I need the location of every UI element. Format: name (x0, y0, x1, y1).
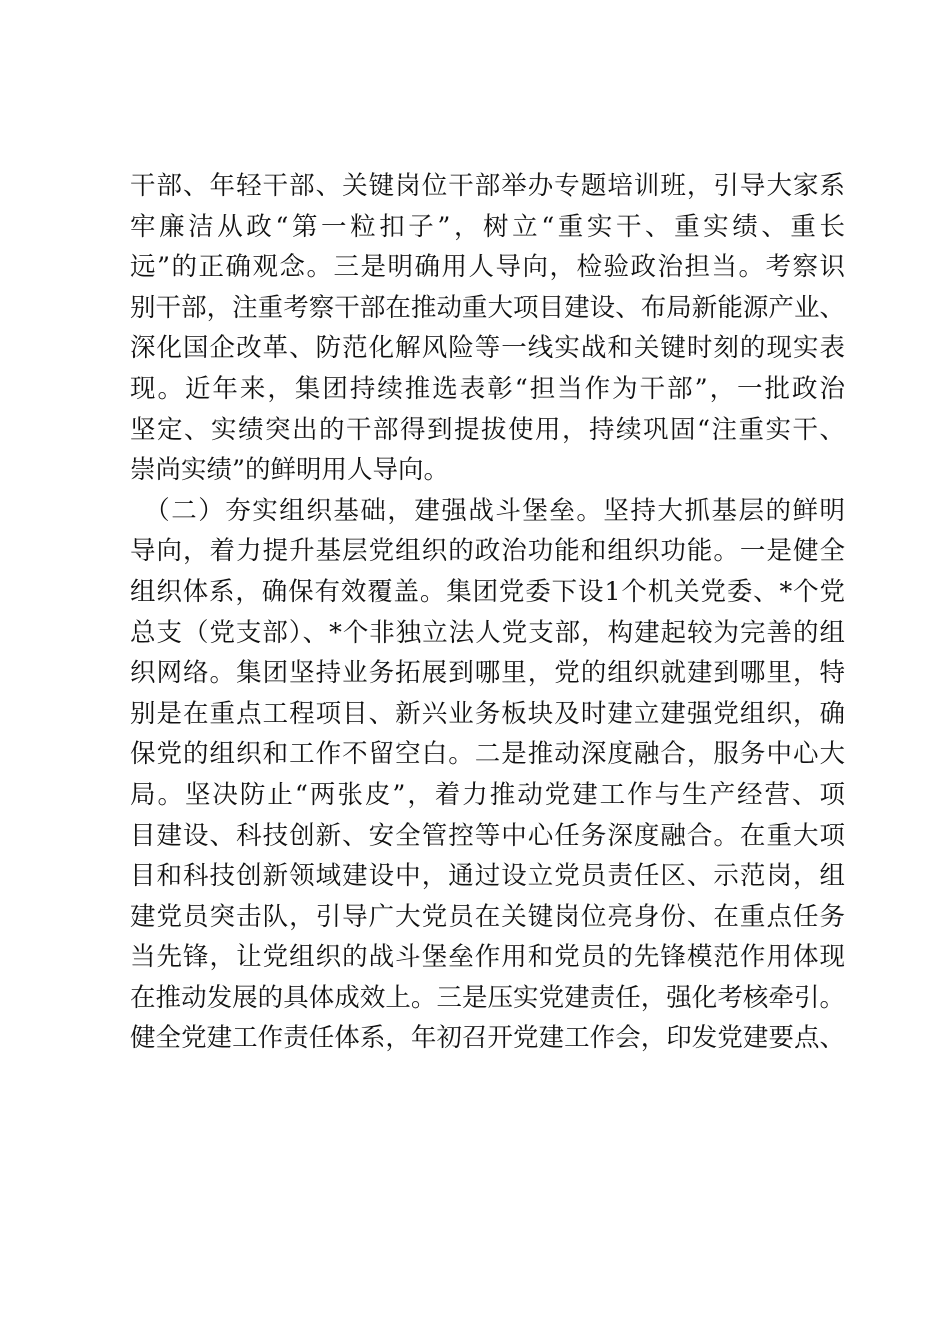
text-line: 别是在重点工程项目、新兴业务板块及时建立建强党组织，确 (130, 698, 845, 729)
text-line: 目建设、科技创新、安全管控等中心任务深度融合。在重大项 (130, 820, 845, 851)
section-heading-line: （二）夯实组织基础，建强战斗堡垒。坚持大抓基层的鲜明 (130, 495, 845, 526)
text-line: 组织体系，确保有效覆盖。集团党委下设1个机关党委、*个党 (130, 576, 845, 607)
text-line: 干部、年轻干部、关键岗位干部举办专题培训班，引导大家系 (130, 171, 845, 201)
text-line: 在推动发展的具体成效上。三是压实党建责任，强化考核牵引。 (130, 982, 845, 1013)
text-line: 健全党建工作责任体系，年初召开党建工作会，印发党建要点、 (130, 1023, 845, 1054)
text-line: 目和科技创新领域建设中，通过设立党员责任区、示范岗，组 (130, 861, 845, 892)
text-line: 牢廉洁从政“第一粒扣子”，树立“重实干、重实绩、重长 (130, 211, 845, 242)
text-line: 别干部，注重考察干部在推动重大项目建设、布局新能源产业、 (130, 292, 845, 323)
text-line: 坚定、实绩突出的干部得到提拔使用，持续巩固“注重实干、 (130, 414, 845, 445)
text-line: 当先锋，让党组织的战斗堡垒作用和党员的先锋模范作用体现 (130, 942, 845, 973)
text-line: 远”的正确观念。三是明确用人导向，检验政治担当。考察识 (130, 252, 845, 283)
text-line: 建党员突击队，引导广大党员在关键岗位亮身份、在重点任务 (130, 901, 845, 932)
text-line: 导向，着力提升基层党组织的政治功能和组织功能。一是健全 (130, 536, 845, 567)
text-line: 保党的组织和工作不留空白。二是推动深度融合，服务中心大 (130, 739, 845, 770)
text-line: 局。坚决防止“两张皮”，着力推动党建工作与生产经营、项 (130, 779, 845, 810)
text-line: 总支（党支部）、*个非独立法人党支部，构建起较为完善的组 (130, 617, 845, 648)
text-line: 深化国企改革、防范化解风险等一线实战和关键时刻的现实表 (130, 333, 845, 364)
body-text (130, 166, 845, 1059)
text-line: 织网络。集团坚持业务拓展到哪里，党的组织就建到哪里，特 (130, 658, 845, 689)
text-line: 现。近年来，集团持续推选表彰“担当作为干部”，一批政治 (130, 373, 845, 404)
text-line: 崇尚实绩”的鲜明用人导向。 (130, 455, 450, 486)
